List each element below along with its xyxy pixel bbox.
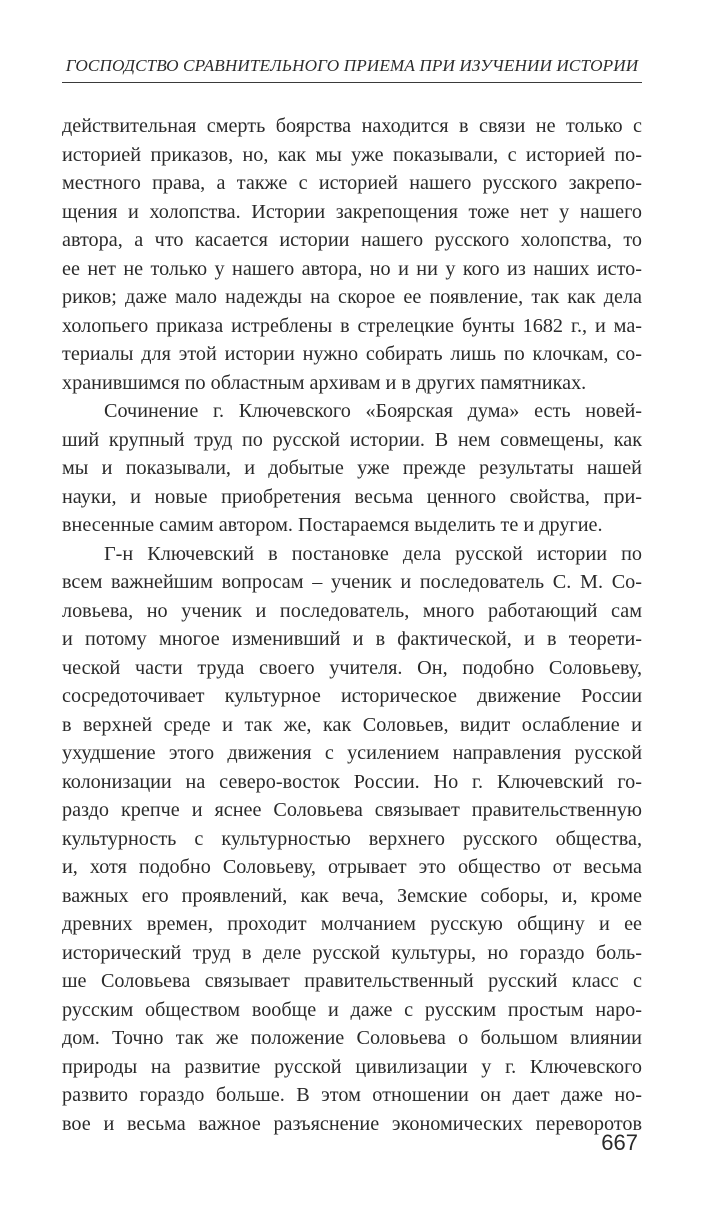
body-text	[62, 112, 642, 1138]
page-number: 667	[601, 1130, 638, 1155]
text-line: раздо крепче и яснее Соловьева связывает правительственную	[62, 799, 642, 821]
text-line: вое и весьма важное разъяснение экономических переворотов	[62, 1112, 642, 1135]
text-line: природы на развитие русской цивилизации у г. Ключевского	[62, 1055, 642, 1078]
text-line: автора, а что касается истории нашего русского холопства, то	[62, 229, 642, 251]
text-line: древних времен, проходит молчанием русскую общину и ее	[62, 913, 642, 935]
text-line: ший крупный труд по русской истории. В нем совмещены, как	[62, 428, 642, 451]
text-line: ше Соловьева связывает правительственный русский класс с	[62, 970, 642, 992]
text-line: дом. Точно так же положение Соловьева о большом влиянии	[62, 1027, 642, 1049]
text-line: щения и холопства. Истории закрепощения тоже нет у нашего	[62, 200, 642, 223]
text-line: ухудшение этого движения с усилением направления русской	[62, 742, 642, 764]
text-line: в верхней среде и так же, как Соловьев, видит ослабление и	[62, 713, 642, 736]
running-header: ГОСПОДСТВО СРАВНИТЕЛЬНОГО ПРИЕМА ПРИ ИЗУЧЕНИИ ИСТОРИИ	[65, 56, 639, 75]
text-line: науки, и новые приобретения весьма ценного свойства, при-	[62, 485, 642, 508]
text-line: ее нет не только у нашего автора, но и ни у кого из наших исто-	[62, 257, 642, 280]
text-line: колонизации на северо-восток России. Но г. Ключевский го-	[62, 770, 642, 793]
text-line: ческой части труда своего учителя. Он, подобно Соловьеву,	[62, 656, 642, 679]
text-line: териалы для этой истории нужно собирать лишь по клочкам, со-	[62, 343, 642, 365]
text-line: историей приказов, но, как мы уже показывали, с историей по-	[62, 143, 642, 166]
text-line: Г-н Ключевский в постановке дела русской истории по	[104, 542, 642, 565]
text-line: развито гораздо больше. В этом отношении он дает даже но-	[62, 1084, 642, 1106]
text-line: холопьего приказа истреблены в стрелецкие бунты 1682 г., и ма-	[62, 314, 642, 337]
text-line: всем важнейшим вопросам – ученик и последователь С. М. Со-	[62, 571, 642, 593]
text-line: Сочинение г. Ключевского «Боярская дума» есть новей-	[104, 400, 642, 422]
text-line: риков; даже мало надежды на скорое ее появление, так как дела	[62, 286, 642, 308]
text-line: сосредоточивает культурное историческое движение России	[62, 685, 642, 707]
text-line: и потому многое изменивший и в фактической, и в теорети-	[62, 628, 642, 650]
text-line: мы и показывали, и добытые уже прежде результаты нашей	[62, 457, 642, 479]
text-line: культурность с культурностью верхнего русского общества,	[62, 827, 642, 850]
text-line: внесенные самим автором. Постараемся выделить те и другие.	[62, 514, 603, 536]
text-line: ловьева, но ученик и последователь, много работающий сам	[62, 599, 642, 622]
text-line: действительная смерть боярства находится в связи не только с	[62, 115, 642, 137]
text-line: хранившимся по областным архивам и в других памятниках.	[62, 371, 587, 394]
header-rule	[62, 82, 642, 83]
text-line: русским обществом вообще и даже с русским простым наро-	[62, 998, 642, 1021]
text-line: местного права, а также с историей нашего русского закрепо-	[62, 172, 642, 194]
text-line: исторический труд в деле русской культуры, но гораздо боль-	[62, 941, 642, 964]
text-line: важных его проявлений, как веча, Земские соборы, и, кроме	[62, 884, 642, 907]
text-line: и, хотя подобно Соловьеву, отрывает это общество от весьма	[62, 856, 642, 878]
